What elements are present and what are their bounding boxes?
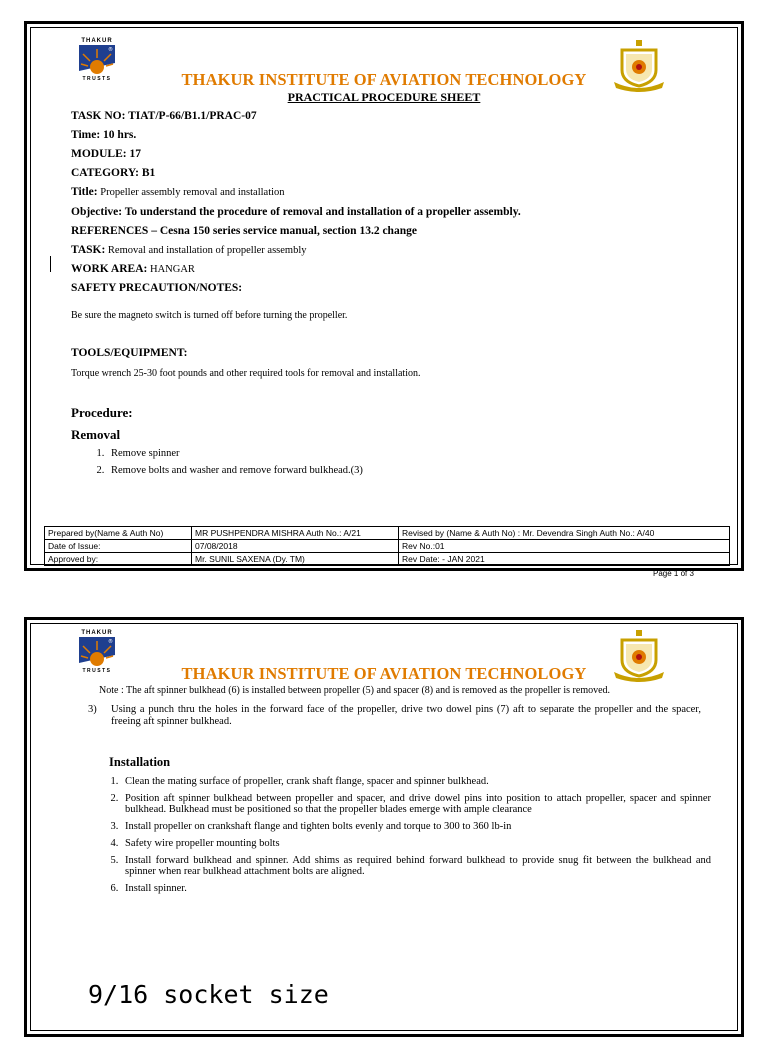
- installation-steps-list: [101, 776, 711, 900]
- note-text: Note : The aft spinner bulkhead (6) is installed between propeller (5) and spacer (8) and is removed as the propeller is removed.: [99, 685, 611, 696]
- module-field: MODULE: 17: [71, 148, 141, 160]
- task-label: TASK:: [71, 244, 106, 256]
- document-page-2: [24, 617, 744, 1037]
- time-field: Time: 10 hrs.: [71, 129, 137, 141]
- rev-date: Rev Date: - JAN 2021: [399, 553, 730, 566]
- logo-bottom-text: TRUSTS: [82, 668, 112, 674]
- removal-steps-list: [87, 448, 727, 482]
- approved-value: Mr. SUNIL SAXENA (Dy. TM): [192, 553, 399, 566]
- rev-no: Rev No.:01: [399, 540, 730, 553]
- work-area-label: WORK AREA:: [71, 263, 148, 275]
- page-number: Page 1 of 3: [653, 569, 694, 578]
- issue-value: 07/08/2018: [192, 540, 399, 553]
- installation-step: 5. Install forward bulkhead and spinner. Add shims as required behind forward bulkhead to provide snug fit between the bulkhead and spinner when rear bulkhead attachment bolts are aligned.: [121, 855, 711, 877]
- table-row: [45, 553, 730, 566]
- institute-title: THAKUR INSTITUTE OF AVIATION TECHNOLOGY: [181, 70, 587, 89]
- removal-step: 1. Remove spinner: [107, 448, 727, 459]
- step3-text: Using a punch thru the holes in the forward face of the propeller, drive two dowel pins (7) aft to separate the propeller and the spacer, freeing aft spinner bulkhead.: [111, 704, 701, 727]
- page-inner-border: [30, 27, 738, 565]
- objective-field: Objective: To understand the procedure of removal and installation of a propeller assembly.: [71, 206, 521, 218]
- installation-heading: Installation: [109, 755, 171, 769]
- installation-step: 6. Install spinner.: [121, 883, 711, 894]
- work-area-value: HANGAR: [147, 264, 195, 275]
- step3-number: 3): [88, 704, 97, 715]
- installation-step: 4. Safety wire propeller mounting bolts: [121, 838, 711, 849]
- revised-by: Revised by (Name & Auth No) : Mr. Devendra Singh Auth No.: A/40: [399, 527, 730, 540]
- prepared-value: MR PUSHPENDRA MISHRA Auth No.: A/21: [192, 527, 399, 540]
- procedure-heading: Procedure:: [71, 405, 133, 420]
- title-field: [71, 186, 285, 198]
- prepared-label: Prepared by(Name & Auth No): [45, 527, 192, 540]
- text-cursor: [50, 256, 51, 272]
- svg-text:®: ®: [108, 639, 113, 645]
- table-row: [45, 540, 730, 553]
- task-value: Removal and installation of propeller assembly: [105, 245, 307, 256]
- issue-label: Date of Issue:: [45, 540, 192, 553]
- task-field: [71, 244, 307, 256]
- title-value: Propeller assembly removal and installation: [97, 187, 285, 198]
- svg-text:®: ®: [108, 47, 113, 53]
- logo-sun-icon: [79, 637, 115, 667]
- sheet-title: PRACTICAL PROCEDURE SHEET: [287, 90, 481, 104]
- installation-step: 1. Clean the mating surface of propeller, crank shaft flange, spacer and spinner bulkhead.: [121, 776, 711, 787]
- logo-bottom-text: TRUSTS: [82, 76, 112, 82]
- approved-label: Approved by:: [45, 553, 192, 566]
- document-page-1: [24, 21, 744, 578]
- task-number: TASK NO: TIAT/P-66/B1.1/PRAC-07: [71, 110, 257, 122]
- socket-size-annotation: 9/16 socket size: [88, 980, 329, 1009]
- installation-step: 2. Position aft spinner bulkhead between propeller and spacer, and drive dowel pins into position to attach propeller, spacer and spinner bulkhead. Bulkhead must be positioned so that the propeller blades emerge with ample clearance: [121, 793, 711, 815]
- table-row: [45, 527, 730, 540]
- removal-heading: Removal: [71, 427, 121, 442]
- category-field: CATEGORY: B1: [71, 167, 156, 179]
- revision-footer-table: [44, 526, 730, 566]
- logo-top-text: THAKUR: [81, 630, 113, 636]
- safety-label: SAFETY PRECAUTION/NOTES:: [71, 282, 243, 294]
- removal-step: 2. Remove bolts and washer and remove forward bulkhead.(3): [107, 465, 727, 476]
- institute-title: THAKUR INSTITUTE OF AVIATION TECHNOLOGY: [181, 664, 587, 683]
- work-area-field: [71, 263, 195, 275]
- tools-label: TOOLS/EQUIPMENT:: [71, 347, 188, 359]
- references-field: REFERENCES – Cesna 150 series service manual, section 13.2 change: [71, 225, 417, 237]
- logo-top-text: THAKUR: [81, 38, 113, 44]
- installation-step: 3. Install propeller on crankshaft flange and tighten bolts evenly and torque to 300 to 360 lb-in: [121, 821, 711, 832]
- title-label: Title:: [71, 186, 98, 198]
- safety-text: Be sure the magneto switch is turned off before turning the propeller.: [71, 310, 348, 321]
- tools-text: Torque wrench 25-30 foot pounds and other required tools for removal and installation.: [71, 368, 421, 379]
